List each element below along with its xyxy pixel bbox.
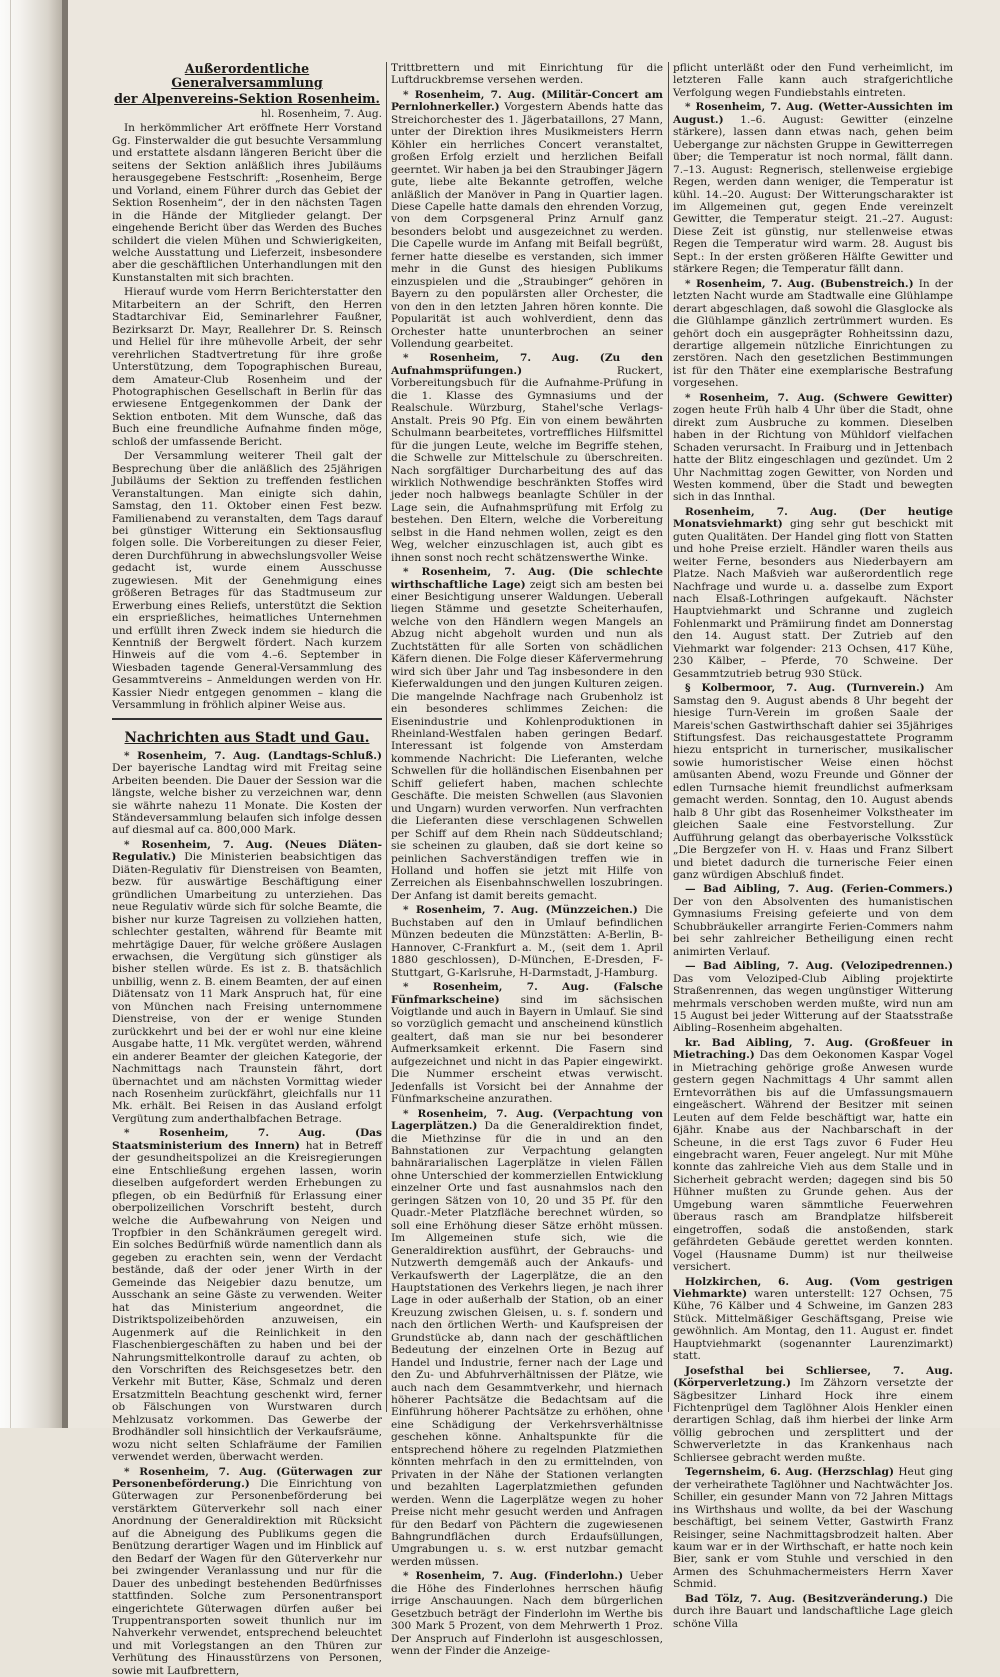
news-text: Ruckert, Vorbereitungsbuch für die Aufnahme-Prüfung in die 1. Klasse des Gymnasiums und der Realschule. Würzburg, Stahel'sche Verlags-Anstalt. Preis 90 Pfg. Ein von einem bewährten Schulmann bearbeitetes, vortreffliches Hilfsmittel für die jungen Leute, welche im Begriffe stehen, die Schwelle zur Mittelschule zu überschreiten. Nach sorgfältiger Durcharbeitung des auf das wirklich Nothwendige beschränkten Stoffes wird jeder noch halbwegs beanlagte Schüler in der Lage sein, die Aufnahmsprüfung mit Erfolg zu bestehen. Den Eltern, welche die Vorbereitung selbst in die Hand nehmen wollen, zeigt es den Weg, welcher einzuschlagen ist, auch gibt es ihnen sonst noch recht schätzenswerthe Winke. bbox=[391, 364, 663, 564]
news-item bbox=[673, 392, 953, 504]
news-item bbox=[673, 1593, 953, 1630]
news-item bbox=[391, 981, 663, 1106]
news-text: Im Zähzorn versetzte der Sägbesitzer Linhard Hock ihre einem Fichtenprügel dem Taglöhner Alois Henkler einen derartigen Schlag, daß ihm hierbei der linke Arm völlig gebrochen und zersplittert und der Schwerverletzte in das Krankenhaus nach Schliersee gebracht werden mußte. bbox=[673, 1377, 954, 1464]
news-text: waren unterstellt: 127 Ochsen, 75 Kühe, 76 Kälber und 4 Schweine, im Ganzen 283 Stück. Mittelmäßiger Geschäftsgang, Preise wie gewöhnlich. Am Montag, den 11. August er. findet Hauptviehmarkt (sogenannter Laurenzimarkt) statt. bbox=[673, 1287, 953, 1363]
article-byline: hl. Rosenheim, 7. Aug. bbox=[260, 108, 382, 120]
news-item bbox=[673, 506, 953, 680]
news-text: Die Ministerien beabsichtigen das Diäten-Regulativ für Dienstreisen von Beamten, bezw. für auswärtige Beschäftigung einer gründlichen Umarbeitung zu unterziehen. Das neue Regulativ würde sich für solche Beamte, die bisher nur kurze Tagreisen zu vollziehen hatten, schlechter gestalten, während für Beamte mit mehrtägige Dauer, für welche größere Auslagen erwachsen, die Vergütung sich günstiger als bisher stellen würde. Es ist z. B. thatsächlich unbillig, wenn z. B. einem Beamten, der auf einen Diätensatz von 11 Mark Anspruch hat, für eine von München nach Freising unternommene Dienstreise, von der er wenige Stunden zurückkehrt und bei der er wohl nur eine kleine Ausgabe hatte, 11 Mk. vergütet werden, während ein anderer Beamter der gleichen Kategorie, der Nachmittags nach Traunstein fährt, dort übernachtet und am nächsten Vormittag wieder nach Rosenheim zurückfährt, gleichfalls nur 11 Mk. erhält. Bei Reisen in das Ausland erfolgt Vergütung zum anderthalbfachen Betrage. bbox=[112, 851, 382, 1125]
news-item bbox=[673, 1037, 953, 1274]
news-dateline: Bad Tölz, 7. Aug. (Besitzveränderung.) bbox=[685, 1592, 929, 1605]
news-dateline: * Rosenheim, 7. Aug. (Militär-Concert am Pernlohnerkeller.) bbox=[391, 88, 663, 114]
column-1 bbox=[112, 61, 383, 1677]
news-items-col1 bbox=[112, 750, 382, 1677]
news-text: Heut ging der verheirathete Taglöhner und Nachtwächter Jos. Schiller, ein gesunder Mann von 72 Jahren Mittags ins Wirthshaus und wollte, da bei der Waschung beschäftigt, bei seinem Vetter, Gastwirth Franz Reisinger, seine Nachmittagsbrodzeit halten. Aber kaum war er in der Wirthschaft, er hatte noch kein Bier, sank er vom Stuhle und verschied in den Armen des Schuhmachermeisters Herrn Xaver Schmid. bbox=[673, 1466, 954, 1591]
news-text: In der letzten Nacht wurde am Stadtwalle eine Glühlampe derart abgeschlagen, daß sowohl die Glasglocke als die Glühlampe gänzlich zertrümmert wurden. Es gehört doch ein ausgeprägter Rohheitssinn dazu, derartige allgemein nützliche Einrichtungen zu zerstören. Nach den gesetzlichen Bestimmungen ist für den Thäter eine exemplarische Bestrafung vorgesehen. bbox=[673, 277, 953, 390]
news-item bbox=[673, 1466, 953, 1591]
news-text: Vorgestern Abends hatte das Streichorchester des 1. Jägerbataillons, 27 Mann, unter der Direktion ihres Musikmeisters Herrn Köhler ein herrliches Concert veranstaltet, großen Erfolg erzielt und herzlichen Beifall geerntet. Wir haben ja bei den Straubinger Jägern gute, liebe alte Bekannte getroffen, welche anläßlich der Manöver in Pang in Quartier lagen. Diese Capelle hatte damals den ehrenden Vorzug, von dem Corpsgeneral Prinz Arnulf ganz besonders belobt und ausgezeichnet zu werden. Die Capelle wurde im Anfang mit Beifall begrüßt, ferner hatte dieselbe es verstanden, sich immer mehr in die Gunst des hiesigen Publikums einzuspielen und die „Straubinger“ gehören in Bayern zu den populärsten aller Orchester, die von den in den letzten Jahren hören konnte. Die Popularität ist auch wohlverdient, denn das Orchester hatte ununterbrochen an seiner Vollendung gearbeitet. bbox=[391, 101, 664, 350]
news-item bbox=[391, 1108, 663, 1569]
news-text: Die Einrichtung von Güterwagen zur Personenbeförderung bei verstärktem Güterverkehr soll nach einer Anordnung der Generaldirektion mit Rücksicht auf die Abneigung des Publikums gegen die Benützung derartiger Wagen und im Hinblick auf den Bedarf der Wagen für den Güterverkehr nur bei zwingender Veranlassung und nur für die Dauer des unbedingt bestehenden Bedürfnisses stattfinden. Solche zum Personentransport eingerichtete Güterwagen dürfen außer bei Truppentransporten soweit thunlich nur im Nahverkehr verwendet, entsprechend beleuchtet und mit Vorlegstangen an den Thüren zur Verhütung des Hinausstürzens von Personen, sowie mit Laufbrettern, bbox=[112, 1478, 382, 1677]
news-item bbox=[673, 682, 953, 881]
news-text: Die durch ihre Bauart und landschaftliche Lage gleich schöne Villa bbox=[673, 1592, 953, 1630]
column-2 bbox=[391, 62, 664, 1658]
news-text: Der bayerische Landtag wird mit Freitag seine Arbeiten beenden. Die Dauer der Session war die längste, welche bisher zu verzeichnen war, denn sie währte nahezu 11 Monate. Die Kosten der Ständeversammlung belaufen sich infolge dessen auf diesmal auf ca. 800,000 Mark. bbox=[112, 762, 382, 837]
article-paragraph: Hierauf wurde vom Herrn Berichterstatter den Mitarbeitern an der Schrift, den Herren Stadtarchivar Eid, Seminarlehrer Faußner, Bezirksarzt Dr. Mayr, Reallehrer Dr. S. Reinsch und Heliel für ihre mühevolle Arbeit, der sehr verehrlichen Stadtvertretung für ihre große Unterstützung, dem Topographischen Bureau, dem Amateur-Club Rosenheim und der Photographischen Gesellschaft in Berlin für das erwiesene Entgegenkommen der Dank der Sektion entboten. Mit dem Wunsche, daß das Buch eine freundliche Aufnahme finden möge, schloß der umfassende Bericht. bbox=[112, 286, 382, 448]
column-3 bbox=[673, 62, 954, 1630]
news-dateline: * Rosenheim, 7. Aug. (Landtags-Schluß.) bbox=[124, 749, 382, 762]
news-text: Da die Generaldirektion findet, die Miethzinse für die in und an den Bahnstationen zur Verpachtung gelangten bahnärarialischen Lagerplätze in vielen Fällen ohne Unterschied der kommerziellen Entwicklung einzelner Orte und fast ausnahmslos nach den geringen Sätzen von 10, 20 und 35 Pf. für den Quadr.-Meter Platzfläche berechnet würden, so soll eine Erhöhung dieser Sätze erhöht müssen. Im Allgemeinen stufe sich, wie die Generaldirektion ausführt, der Gebrauchs- und Nutzwerth demgemäß auch der Ankaufs- und Verkaufswerth der Lagerplätze, die an den Hauptstationen des Verkehrs liegen, je nach ihrer Lage in oder außerhalb der Station, ob an einer Kreuzung zwischen Gleisen, u. s. f. sondern und nach den örtlichen Werth- und Kaufspreisen der Grundstücke ab, dann nach der geschäftlichen Bedeutung der einzelnen Orte in Bezug auf Handel und Industrie, ferner nach der Lage und den Zu- und Abfuhrverhältnissen der Plätze, wie auch nach dem Gesammtverkehr, und hiernach höherer Pachtsätze die Bedachtsam auf die Einführung höherer Pachtsätze zu erhöhen, ohne eine Schädigung der Verkehrsverhältnisse geschehen könne. Anhaltspunkte für die entsprechend höhere zu regelnden Platzmiethen könnten mehrfach in den zu ermittelnden, von Privaten in der Nähe der Stationen verlangten und bezahlten Lagerplatzmiethen gefunden werden. Wenn die Lagerplätze wegen zu hoher Preise nicht mehr gesucht werden und Anfragen für den Bedarf von Pächtern die zugewiesenen Bahngrundflächen durch Erdaufsüllungen, Umgrabungen u. s. w. erst nutzbar gemacht werden müssen. bbox=[391, 1120, 663, 1568]
news-dateline: * Rosenheim, 7. Aug. (Falsche Fünfmarkscheine) bbox=[391, 981, 663, 1006]
news-item bbox=[112, 1127, 382, 1463]
news-text: pflicht unterläßt oder den Fund verheimlicht, im letzteren Falle kann auch strafgerichtliche Verfolgung wegen Fundiebstahls eintreten. bbox=[673, 62, 953, 99]
news-text: Der von den Absolventen des humanistischen Gymnasiums Freising gefeierte und von dem Schubbräukeller arrangirte Ferien-Commers nahm bei sehr zahlreicher Betheiligung einen recht animirten Verlauf. bbox=[673, 895, 953, 958]
news-item bbox=[673, 62, 953, 99]
news-text: Ueber die Höhe des Finderlohnes herrschen häufig irrige Anschauungen. Nach dem bürgerlichen Gesetzbuch beträgt der Finderlohn im Werthe bis 300 Mark 5 Prozent, von dem Mehrwerth 1 Proz. Der Anspruch auf Finderlohn ist ausgeschlossen, wenn der Finder die Anzeige- bbox=[391, 1570, 663, 1658]
news-dateline: Tegernsheim, 6. Aug. (Herzschlag) bbox=[685, 1466, 894, 1479]
news-dateline: Holzkirchen, 6. Aug. (Vom gestrigen Viehmarkte) bbox=[673, 1275, 953, 1300]
news-dateline: — Bad Aibling, 7. Aug. (Velozipedrennen.) bbox=[685, 960, 953, 973]
news-dateline: Josefsthal bei Schliersee, 7. Aug. (Körperverletzung.) bbox=[673, 1364, 953, 1390]
news-dateline: * Rosenheim, 7. Aug. (Güterwagen zur Personenbeförderung.) bbox=[112, 1465, 382, 1491]
news-items-col3 bbox=[673, 62, 953, 1630]
news-dateline: * Rosenheim, 7. Aug. (Das Staatsministerium des Innern) bbox=[112, 1127, 382, 1152]
news-dateline: — Bad Aibling, 7. Aug. (Ferien-Commers.) bbox=[685, 883, 953, 896]
news-text: Die Buchstaben auf den in Umlauf befindlichen Münzen bedeuten die Münzstätten: A-Berlin, B-Hannover, C-Frankfurt a. M., (seit dem 1. April 1880 geschlossen), D-München, E-Dresden, F-Stuttgart, G-Karlsruhe, H-Darmstadt, J-Hamburg. bbox=[391, 904, 663, 979]
news-dateline: * Rosenheim, 7. Aug. (Neues Diäten-Regulativ.) bbox=[112, 838, 382, 864]
article-heading-line1: Außerordentliche Generalversammlung bbox=[171, 61, 323, 90]
news-text: Am Samstag den 9. August abends 8 Uhr begeht der hiesige Turn-Verein im großen Saale der Mareis'schen Gastwirthschaft dahier sei 35jähriges Stiftungsfest. Das reichausgestattete Programm hiezu entspricht in turnerischer, musikalischer sowie humoristischer Weise einen höchst amüsanten Abend, wozu Freunde und Gönner der edlen Turnsache hiemit freundlichst aufmerksam gemacht werden. Sonntag, den 10. August abends halb 8 Uhr gibt das Rosenheimer Volkstheater im gleichen Saale eine Festvorstellung. Zur Aufführung gelangt das oberbayerische Volksstück „Die Bergzefer von H. v. Haas und Franz Silbert und bietet dadurch die turnerische Feier einen ganz würdigen Abschluß findet. bbox=[673, 682, 953, 881]
news-item bbox=[673, 1276, 953, 1363]
news-text: Trittbrettern und mit Einrichtung für die Luftdruckbremse versehen werden. bbox=[391, 62, 663, 87]
news-text: zogen heute Früh halb 4 Uhr über die Stadt, ohne direkt zum Ausbruche zu kommen. Dieselben haben in der Richtung von Mühldorf vielfachen Schaden verursacht. In Fraiburg und in Jettenbach hatte der Blitz eingeschlagen und gezündet. Um 2 Uhr Nachmittag zogen Gewitter, von Norden und Westen kommend, über die Stadt und bewegten sich in das Innthal. bbox=[673, 404, 953, 504]
news-dateline: Rosenheim, 7. Aug. (Der heutige Monatsviehmarkt) bbox=[673, 505, 953, 531]
news-text: Das dem Oekonomen Kaspar Vogel in Mietraching gehörige große Anwesen wurde gestern gegen Nachmittags 4 Uhr sammt allen Erntevorräthen bis auf die Umfassungsmauern eingeäschert. Während der Besitzer mit seinen Leuten auf dem Felde beschäftigt war, hatte ein 6jähr. Knabe aus der Nachbarschaft in der Scheune, in die erst Tags zuvor 6 Fuder Heu eingebracht waren, Feuer angelegt. Nur mit Mühe konnte das zahlreiche Vieh aus dem Stalle und in Sicherheit gebracht werden; dagegen sind bis 50 Hühner mußten zu Grunde gehen. Aus der Umgebung waren sämmtliche Feuerwehren überaus rasch am Brandplatze hilfsbereit eingetroffen, sodaß die anstoßenden, stark gefährdeten Gebäude gerettet werden konnten. Vogel (Hausname Dumm) ist nur theilweise versichert. bbox=[673, 1049, 953, 1274]
news-dateline: * Rosenheim, 7. Aug. (Verpachtung von Lagerplätzen.) bbox=[391, 1107, 663, 1133]
news-item bbox=[391, 1570, 663, 1657]
news-dateline: * Rosenheim, 7. Aug. (Schwere Gewitter) bbox=[685, 391, 953, 404]
news-item bbox=[112, 839, 382, 1125]
news-dateline: * Rosenheim, 7. Aug. (Bubenstreich.) bbox=[685, 277, 914, 290]
article-paragraph: In herkömmlicher Art eröffnete Herr Vorstand Gg. Finsterwalder die gut besuchte Versammlung und erstattete alsdann längeren Bericht über die seitens der Sektion anläßlich ihres Jubiläums herausgegebene Festschrift: „Rosenheim, Berge und Vorland, einem Führer durch das Gebiet der Sektion Rosenheim“, der in den nächsten Tagen in die Hände der Mitglieder gelangt. Der eingehende Bericht über das Werden des Buches schildert die vielen Mühen und Schwierigkeiten, welche Ausstattung und Lieferzeit, insbesondere aber die geschäftlichen Unterhandlungen mit den Kunstanstalten mit sich brachten. bbox=[112, 122, 382, 284]
news-dateline: kr. Bad Aibling, 7. Aug. (Großfeuer in Mietraching.) bbox=[673, 1036, 953, 1062]
book-binding bbox=[0, 0, 62, 1428]
page-edge bbox=[62, 0, 68, 1428]
section-divider bbox=[112, 718, 382, 720]
news-dateline: * Rosenheim, 7. Aug. (Wetter-Aussichten im August.) bbox=[673, 101, 953, 126]
news-item bbox=[391, 904, 663, 979]
news-dateline: * Rosenheim, 7. Aug. (Die schlechte wirthschaftliche Lage) bbox=[391, 566, 663, 591]
news-dateline: § Kolbermoor, 7. Aug. (Turnverein.) bbox=[685, 682, 925, 695]
article-paragraph: Der Versammlung weiterer Theil galt der Besprechung über die anläßlich des 25jährigen Jubiläums der Sektion zu treffenden festlichen Veranstaltungen. Man einigte sich dahin, Samstag, den 11. Oktober einen Fest bezw. Familienabend zu veranstalten, dem Tags darauf bei günstiger Witterung ein Sektionsausflug folgen solle. Die Vorbereitungen zu dieser Feier, deren Durchführung in abwechslungsvoller Weise gedacht ist, wurde einem Ausschusse zugewiesen. Mit der Genehmigung eines größeren Betrages für das Stadtmuseum zur Erwerbung eines Reliefs, unterstützt die Sektion ein ersprießliches, heimatliches Unternehmen und erfüllt ihren Zweck indem sie hiedurch die Kenntniß der Bergwelt fördert. Nach kurzem Hinweis auf die vom 4.–6. September in Wiesbaden tagende General-Versammlung des Gesammtvereins – Anmeldungen werden von Hr. Kassier Niedr entgegen genommen – klang die Versammlung in fröhlich alpiner Weise aus. bbox=[112, 450, 382, 712]
news-item bbox=[391, 566, 663, 902]
news-text: Das vom Veloziped-Club Aibling projektirte Straßenrennen, das wegen ungünstiger Witterung mehrmals verschoben werden mußte, wird nun am 15 August bei jeder Witterung auf der Staatsstraße Aibling–Rosenheim abgehalten. bbox=[673, 972, 953, 1035]
news-item bbox=[673, 101, 953, 275]
newspaper-page bbox=[62, 0, 1000, 1677]
article-heading-line2: der Alpenvereins-Sektion Rosenheim. bbox=[114, 91, 380, 106]
news-item bbox=[673, 1365, 953, 1465]
news-item bbox=[391, 89, 663, 351]
section-heading: Nachrichten aus Stadt und Gau. bbox=[124, 729, 370, 746]
news-text: 1.–6. August: Gewitter (einzelne stärkere), lassen dann etwas nach, gehen beim Uebergange zur nächsten Gruppe in Gewitterregen über; die Temperatur ist noch normal, fällt dann. 7.–13. August: Regnerisch, stellenweise ergiebige Regen, werden dann weniger, die Temperatur ist kühl. 14.–20. August: Der Witterungscharakter ist im Allgemeinen gut, gegen Ende vereinzelt Gewitter, die Temperatur steigt. 21.–27. August: Diese Zeit ist günstig, nur stellenweise etwas Regen die Temperatur wird warm. 28. August bis Sept.: In der ersten größeren Hälfte Gewitter und stärkere Regen; die Temperatur fällt dann. bbox=[673, 113, 954, 276]
news-item bbox=[391, 62, 663, 87]
column-rule bbox=[668, 62, 669, 1412]
news-items-col2 bbox=[391, 62, 663, 1658]
news-text: zeigt sich am besten bei einer Besichtigung unserer Waldungen. Ueberall liegen Stämme und gesetzte Scheiterhaufen, welche von den Händlern wegen Mangels an Abzug nicht abgeholt wurden und nun als Zuchtstätten für alle Sorten von schädlichen Käfern dienen. Die Folge dieser Käfervermehrung wird sich über Jahr und Tag insbesondere in den Kieferwaldungen und den jungen Kulturen zeigen. Die mangelnde Nachfrage nach Grubenholz ist ein besonderes schlimmes Zeichen: die Eisenindustrie und Kohlenproduktionen in Rheinland-Westfalen haben geringen Bedarf. Interessant ist folgende von Amsterdam kommende Nachricht: Die Lieferanten, welche Schwellen für die holländischen Eisenbahnen per Schiff geliefert haben, machen schlechte Geschäfte. Die meisten Schwellen (aus Slavonien und Ungarn) wurden verworfen. Nun verfrachten die Lieferanten diese verschlagenen Schwellen per Schiff auf dem Rhein nach Süddeutschland; sie scheinen zu glauben, daß sie dort keine so peinlichen Sachverständigen treffen wie in Holland und hoffen sie jetzt mit Hilfe von Zerreichen als Eisenbahnschwellen loszubringen. Der Anfang ist damit bereits gemacht. bbox=[391, 578, 663, 902]
news-item bbox=[673, 883, 953, 958]
news-text: ging sehr gut beschickt mit guten Qualitäten. Der Handel ging flott von Statten und hohe Preise erzielt. Händler waren theils aus weiter Ferne, besonders aus Niederbayern am Platze. Nach Maßvieh war außerordentlich rege Nachfrage und wurde u. a. dasselbe zum Export nach Elsaß-Lothringen aufgekauft. Nächster Hauptviehmarkt und Schranne und zugleich Fohlenmarkt und Prämiirung findet am Donnerstag den 14. August statt. Der Zutrieb auf den Viehmarkt war folgender: 213 Ochsen, 417 Kühe, 230 Kälber, – Pferde, 70 Schweine. Der Gesammtzutrieb betrug 930 Stück. bbox=[673, 518, 953, 680]
news-item bbox=[112, 1466, 382, 1677]
news-item bbox=[112, 750, 382, 837]
news-item bbox=[673, 278, 953, 390]
column-rule bbox=[386, 62, 387, 1412]
news-dateline: * Rosenheim, 7. Aug. (Zu den Aufnahmsprüfungen.) bbox=[391, 352, 663, 377]
news-dateline: * Rosenheim, 7. Aug. (Münzzeichen.) bbox=[403, 904, 638, 917]
binding-line bbox=[10, 0, 11, 1428]
news-dateline: * Rosenheim, 7. Aug. (Finderlohn.) bbox=[403, 1570, 624, 1583]
news-text: hat in Betreff der gesundheitspolizei an die Kreisregierungen eine Entschließung ergehen lassen, worin dieselben aufgefordert werden Erhebungen zu pflegen, ob ein Bedürfniß für Erlassung einer oberpolizeilichen Vorschrift besteht, durch welche die Aufbewahrung von Neigen und Tropfbier in den Schänkräumen geregelt wird. Ein solches Bedürfniß würde namentlich dann als gegeben zu erachten sein, wenn der Verdacht bestände, daß der oder jener Wirth in der Gemeinde das Neigebier dazu benutze, um Ausschank an seine Gäste zu verwenden. Weiter hat das Ministerium angeordnet, die Distriktspolizeibehörden anzuweisen, ein Augenmerk auf die Reinlichkeit in den Flaschenbiergeschäften zu haben und bei der Nahrungsmittelkontrolle darauf zu achten, ob den Vorschriften des Reichsgesetzes betr. den Verkehr mit Butter, Käse, Schmalz und deren Ersatzmitteln Beachtung geschenkt wird, ferner ob Fälschungen von Wurstwaren durch Mehlzusatz vorkommen. Das Gewerbe der Brodhändler soll hinsichtlich der Verkaufsräume, wozu nicht selten Schlafräume der Familien verwendet werden, überwacht werden. bbox=[112, 1139, 383, 1464]
news-text: sind im sächsischen Voigtlande und auch in Bayern in Umlauf. Sie sind so vorzüglich gemacht und anscheinend künstlich gealtert, daß man sie nur bei besonderer Aufmerksamkeit erkennt. Die Fasern sind aufgezeichnet und nicht in das Papier eingewirkt. Die Nummer erscheint etwas verwischt. Jedenfalls ist Vorsicht bei der Annahme der Fünfmarkscheine anzurathen. bbox=[391, 993, 664, 1106]
news-item bbox=[391, 352, 663, 564]
news-item bbox=[673, 960, 953, 1035]
